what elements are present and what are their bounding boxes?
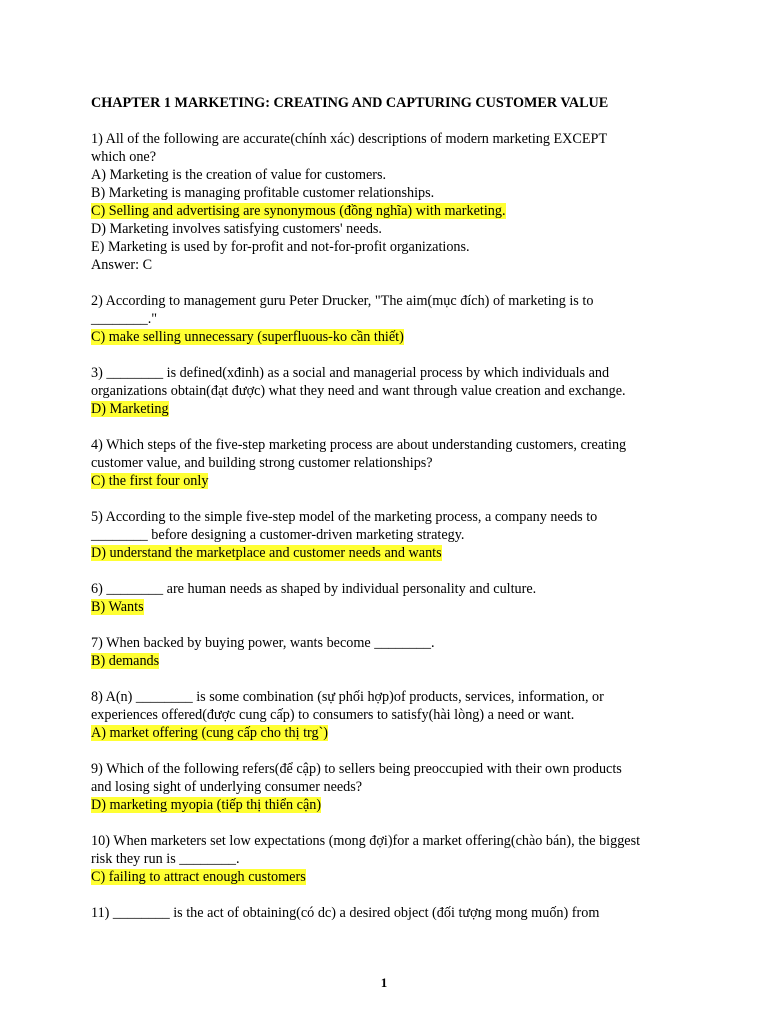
question-list [91, 130, 691, 922]
highlighted-answer: C) failing to attract enough customers [91, 869, 306, 885]
option-line: E) Marketing is used by for-profit and not-for-profit organizations. [91, 239, 470, 255]
question-text-line: organizations obtain(đạt được) what they need and want through value creation and exchange. [91, 383, 626, 399]
question-block [91, 634, 691, 670]
question-text-line: 6) ________ are human needs as shaped by individual personality and culture. [91, 581, 537, 597]
document-body [91, 94, 691, 940]
question-text-line: 10) When marketers set low expectations (mong đợi)for a market offering(chào bán), the biggest [91, 833, 641, 849]
question-block [91, 760, 691, 814]
highlighted-answer: C) Selling and advertising are synonymous (đồng nghĩa) with marketing. [91, 203, 506, 219]
question-block [91, 832, 691, 886]
question-block [91, 292, 691, 346]
answer-line [91, 400, 691, 418]
question-text-line: and losing sight of underlying consumer needs? [91, 779, 363, 795]
answer-line [91, 472, 691, 490]
question-text-line: which one? [91, 149, 157, 165]
question-text-line: ________ before designing a customer-driven marketing strategy. [91, 527, 465, 543]
question-text-line: B) Marketing is managing profitable customer relationships. [91, 185, 435, 201]
highlighted-answer: D) Marketing [91, 401, 169, 417]
question-text-line: 11) ________ is the act of obtaining(có dc) a desired object (đối tượng mong muốn) from [91, 905, 600, 921]
highlighted-answer: D) understand the marketplace and customer needs and wants [91, 545, 442, 561]
answer-line [91, 544, 691, 562]
highlighted-answer: C) the first four only [91, 473, 209, 489]
highlighted-answer: B) Wants [91, 599, 144, 615]
answer-line [91, 598, 691, 616]
highlighted-answer: D) marketing myopia (tiếp thị thiển cận) [91, 797, 322, 813]
question-block [91, 364, 691, 418]
answer-line [91, 796, 691, 814]
question-block [91, 130, 691, 274]
answer-line [91, 652, 691, 670]
answer-line [91, 202, 691, 220]
highlighted-answer: C) make selling unnecessary (superfluous-ko cần thiết) [91, 329, 404, 345]
question-text-line: experiences offered(được cung cấp) to consumers to satisfy(hài lòng) a need or want. [91, 707, 575, 723]
highlighted-answer: B) demands [91, 653, 160, 669]
chapter-title: CHAPTER 1 MARKETING: CREATING AND CAPTURING CUSTOMER VALUE [91, 95, 609, 111]
option-line: Answer: C [91, 257, 153, 273]
question-block [91, 580, 691, 616]
question-text-line: risk they run is ________. [91, 851, 240, 867]
highlighted-answer: A) market offering (cung cấp cho thị trg`) [91, 725, 329, 741]
question-text-line: 4) Which steps of the five-step marketing process are about understanding customers, creating [91, 437, 627, 453]
question-block [91, 688, 691, 742]
question-block [91, 508, 691, 562]
answer-line [91, 868, 691, 886]
option-line: D) Marketing involves satisfying customers' needs. [91, 221, 382, 237]
answer-line [91, 724, 691, 742]
question-text-line: 9) Which of the following refers(để cập) to sellers being preoccupied with their own products [91, 761, 622, 777]
question-block [91, 904, 691, 922]
question-text-line: ________." [91, 311, 158, 327]
question-block [91, 436, 691, 490]
question-text-line: 3) ________ is defined(xđinh) as a social and managerial process by which individuals and [91, 365, 610, 381]
page-number: 1 [380, 975, 388, 990]
answer-line [91, 328, 691, 346]
question-text-line: 7) When backed by buying power, wants become ________. [91, 635, 435, 651]
question-text-line: 8) A(n) ________ is some combination (sự phối hợp)of products, services, information, or [91, 689, 604, 705]
question-text-line: 5) According to the simple five-step model of the marketing process, a company needs to [91, 509, 598, 525]
question-text-line: 2) According to management guru Peter Drucker, "The aim(mục đích) of marketing is to [91, 293, 594, 309]
question-text-line: A) Marketing is the creation of value for customers. [91, 167, 387, 183]
question-text-line: 1) All of the following are accurate(chính xác) descriptions of modern marketing EXCEPT [91, 131, 608, 147]
question-text-line: customer value, and building strong customer relationships? [91, 455, 433, 471]
